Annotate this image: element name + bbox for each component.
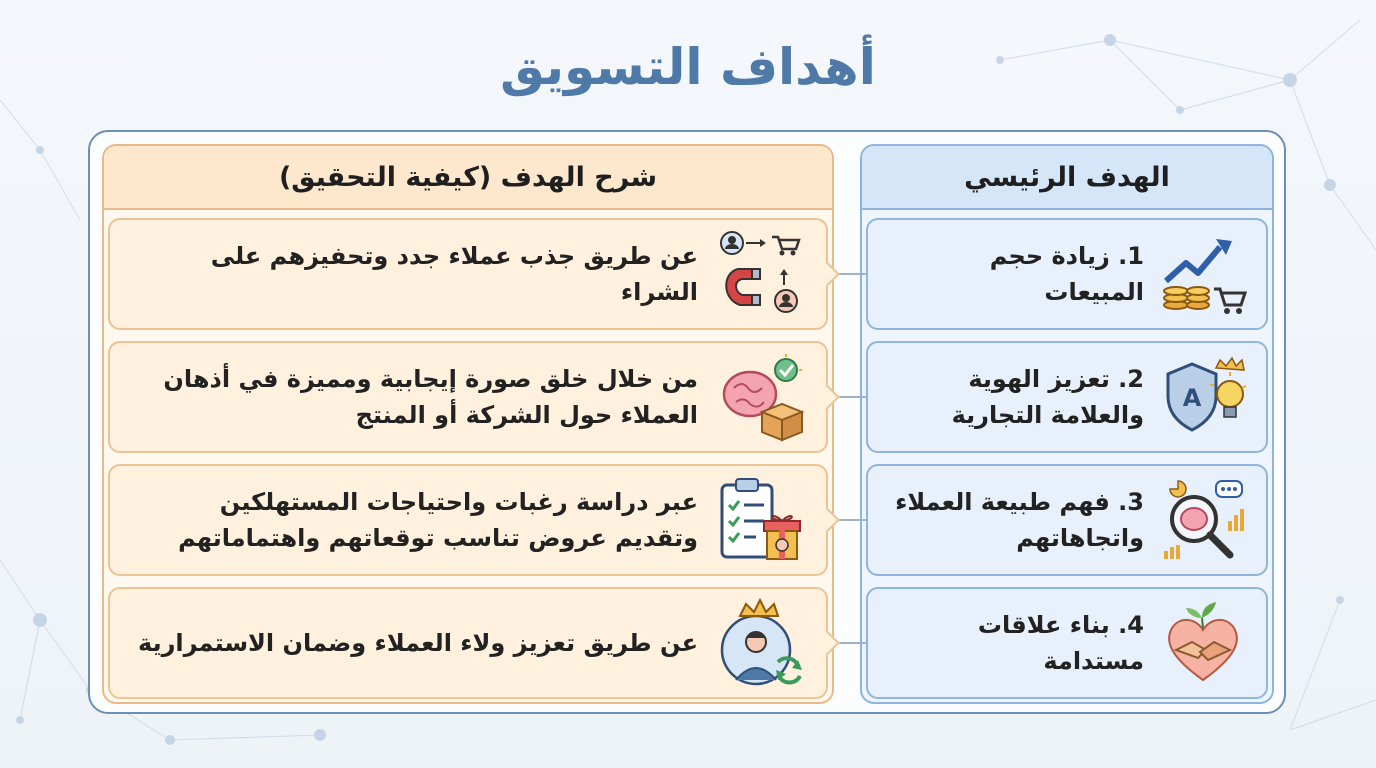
goal-label-line-1: 2. تعزيز الهوية <box>968 365 1144 393</box>
handshake-heart-icon <box>1158 598 1248 688</box>
goal-label: 1. زيادة حجم المبيعات <box>989 242 1144 306</box>
goal-label: 4. بناء علاقات مستدامة <box>977 611 1144 675</box>
goal-label-line-2: والعلامة التجارية <box>951 401 1144 429</box>
explanation-line-2: العملاء حول الشركة أو المنتج <box>355 401 698 429</box>
main-goal-column-header: الهدف الرئيسي <box>862 146 1272 210</box>
explanation-line-1: عبر دراسة رغبات واحتياجات المستهلكين <box>219 488 698 516</box>
explanation-card-1 <box>108 218 828 330</box>
explanation-card-4 <box>108 587 828 699</box>
explanation-card-2 <box>108 341 828 453</box>
goal-card-1 <box>866 218 1268 330</box>
page-title: أهداف التسويق <box>500 38 876 96</box>
goal-label <box>886 484 1158 556</box>
explanation-text <box>130 361 716 433</box>
brain-product-icon <box>716 352 806 442</box>
goal-card-2 <box>866 341 1268 453</box>
svg-text:A: A <box>1182 384 1202 412</box>
explanation-line-2: وتقديم عروض تناسب توقعاتهم واهتماماتهم <box>178 524 698 552</box>
loyal-customer-icon <box>716 598 806 688</box>
explanation-text: عن طريق جذب عملاء جدد وتحفيزهم على الشراء <box>210 242 698 306</box>
sales-growth-icon <box>1158 229 1248 319</box>
goal-label-line-2: واتجاهاتهم <box>1016 524 1144 552</box>
brand-identity-icon <box>1158 352 1248 442</box>
customer-insight-icon <box>1158 475 1248 565</box>
explanation-column-header: شرح الهدف (كيفية التحقيق) <box>104 146 832 210</box>
goal-label-line-1: 3. فهم طبيعة العملاء <box>895 488 1144 516</box>
goal-label <box>886 361 1158 433</box>
explanation-line-1: من خلال خلق صورة إيجابية ومميزة في أذهان <box>163 365 698 393</box>
clipboard-gift-icon <box>716 475 806 565</box>
goal-card-3 <box>866 464 1268 576</box>
customer-magnet-icon <box>716 229 806 319</box>
explanation-text <box>130 484 716 556</box>
goal-card-4 <box>866 587 1268 699</box>
explanation-text: عن طريق تعزيز ولاء العملاء وضمان الاستمرارية <box>138 629 698 657</box>
explanation-card-3 <box>108 464 828 576</box>
